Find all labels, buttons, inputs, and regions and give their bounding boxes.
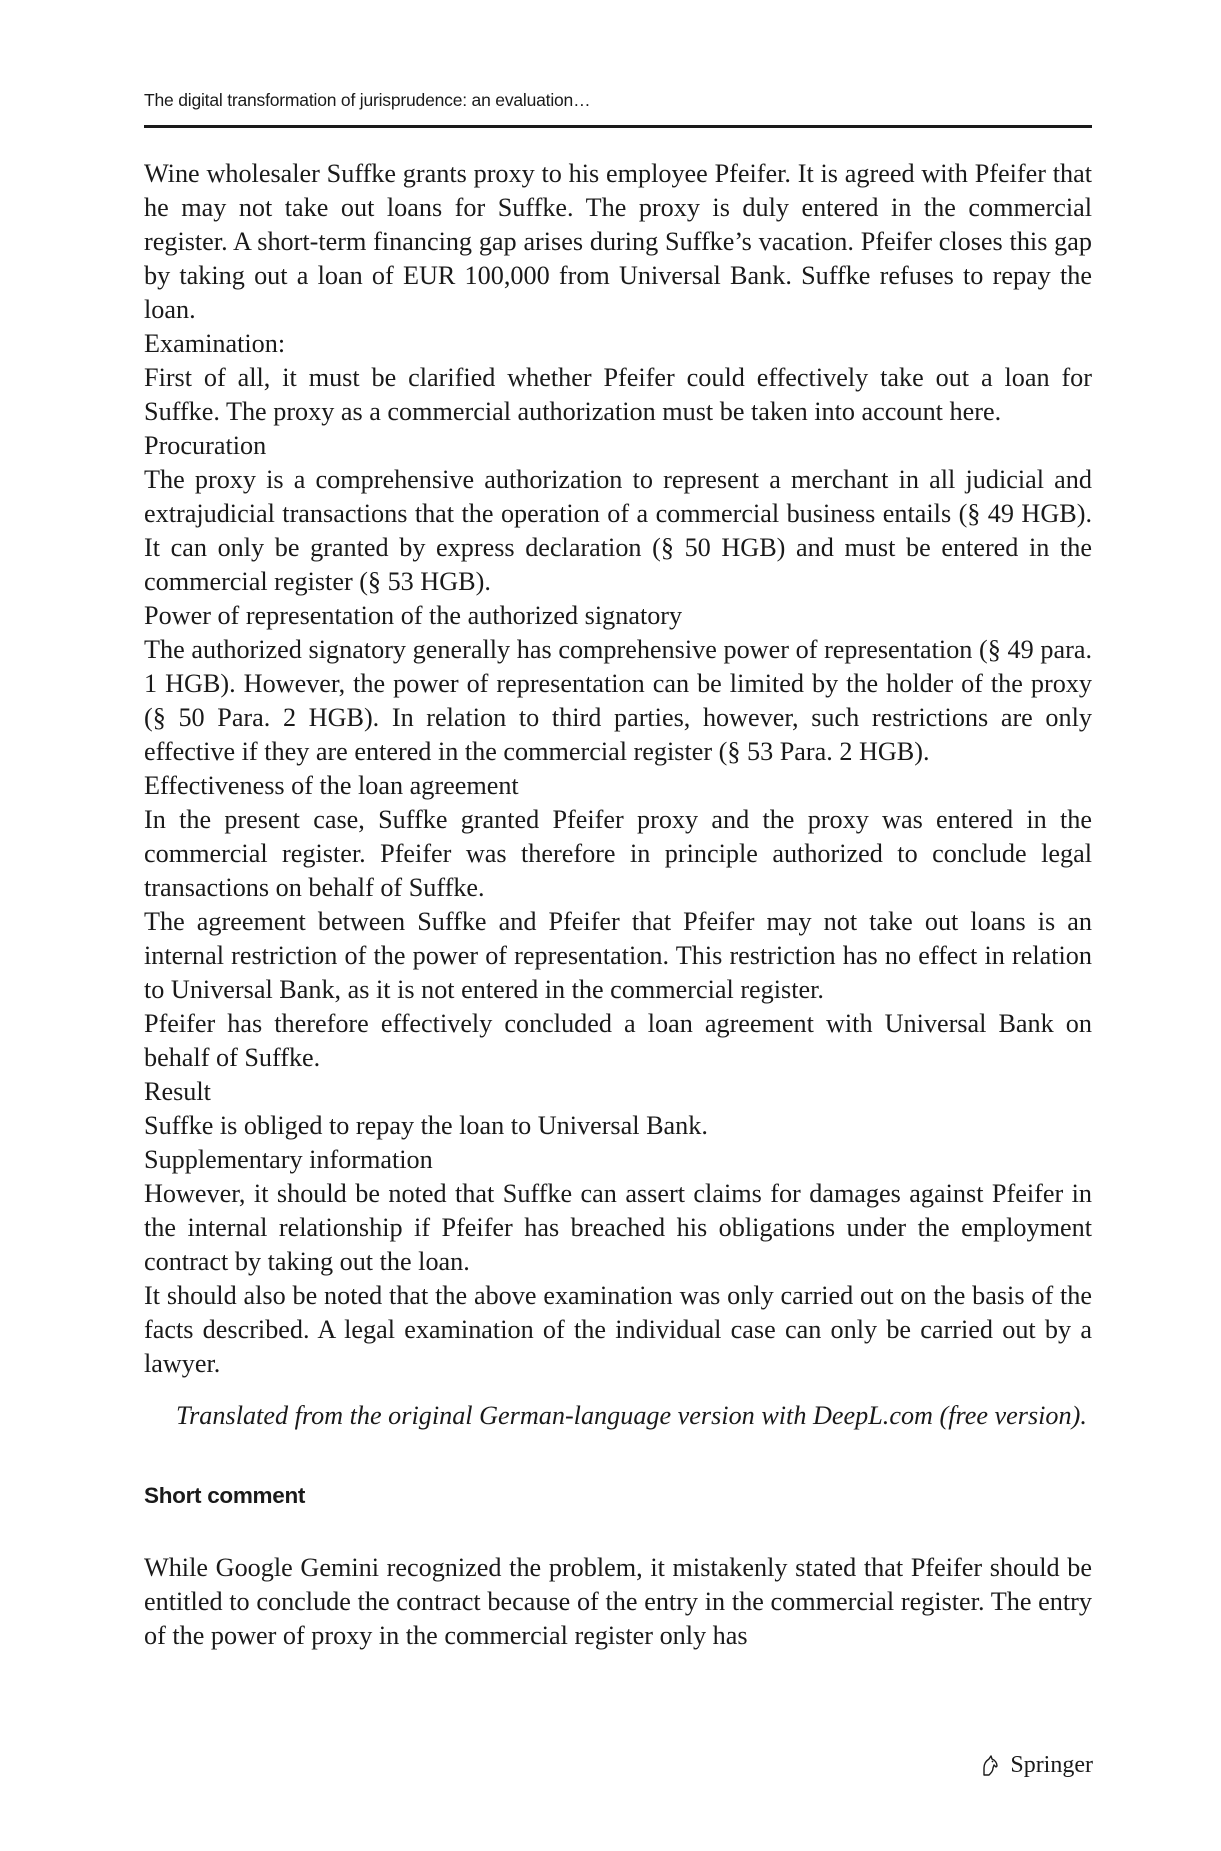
body-text (144, 157, 1092, 1653)
paragraph-supplementary: However, it should be noted that Suffke can assert claims for damages against Pfeifer in the internal relationship if Pfeifer has breached his obligations under the employment contract by taking out the loan. (144, 1179, 1092, 1276)
paragraph-effectiveness-label: Effectiveness of the loan agreement (144, 771, 519, 800)
paragraph-procuration: The proxy is a comprehensive authorization to represent a merchant in all judicial and extrajudicial transactions that the operation of a commercial business entails (§ 49 HGB). It can only be granted by express declaration (§ 50 HGB) and must be entered in the commercial register (§ 53 HGB). (144, 465, 1092, 596)
paragraph-supplementary-label: Supplementary information (144, 1145, 433, 1174)
paragraph-examination-label: Examination: (144, 329, 286, 358)
translation-note: Translated from the original German-language version with DeepL.com (free version). (176, 1401, 1087, 1430)
paragraph-examination: First of all, it must be clarified whether Pfeifer could effectively take out a loan for Suffke. The proxy as a commercial authorization must be taken into account here. (144, 363, 1092, 426)
running-header: The digital transformation of jurisprudence: an evaluation… (144, 90, 591, 110)
section-heading: Short comment (144, 1483, 306, 1508)
paragraph-power: The authorized signatory generally has comprehensive power of representation (§ 49 para. 1 HGB). However, the power of representation can be limited by the holder of the proxy (§ 50 Para. 2 HGB). In relation to third parties, however, such restrictions are only effective if they are entered in the commercial register (§ 53 Para. 2 HGB). (144, 635, 1092, 766)
paragraph-effectiveness: In the present case, Suffke granted Pfeifer proxy and the proxy was entered in the commercial register. Pfeifer was therefore in principle authorized to conclude legal transactions on behalf of Suffke. (144, 805, 1092, 902)
paragraph-agreement: The agreement between Suffke and Pfeifer that Pfeifer may not take out loans is an internal restriction of the power of representation. This restriction has no effect in relation to Universal Bank, as it is not entered in the commercial register. (144, 907, 1092, 1004)
paragraph-conclusion: Pfeifer has therefore effectively concluded a loan agreement with Universal Bank on behalf of Suffke. (144, 1009, 1092, 1072)
paragraph-result: Suffke is obliged to repay the loan to Universal Bank. (144, 1111, 708, 1140)
paragraph-result-label: Result (144, 1077, 211, 1106)
springer-horse-icon (978, 1754, 1002, 1778)
paragraph-power-label: Power of representation of the authorized signatory (144, 601, 683, 630)
comment-paragraph: While Google Gemini recognized the problem, it mistakenly stated that Pfeifer should be entitled to conclude the contract because of the entry in the commercial register. The entry of the power of proxy in the commercial register only has (144, 1553, 1092, 1650)
publisher-logo (978, 1752, 1093, 1779)
header-rule (144, 125, 1092, 128)
paragraph-facts: Wine wholesaler Suffke grants proxy to his employee Pfeifer. It is agreed with Pfeifer that he may not take out loans for Suffke. The proxy is duly entered in the commercial register. A short-term financing gap arises during Suffke’s vacation. Pfeifer closes this gap by taking out a loan of EUR 100,000 from Universal Bank. Suffke refuses to repay the loan. (144, 159, 1092, 324)
paragraph-disclaimer: It should also be noted that the above examination was only carried out on the basis of the facts described. A legal examination of the individual case can only be carried out by a lawyer. (144, 1281, 1092, 1378)
paragraph-procuration-label: Procuration (144, 431, 267, 460)
publisher-name: Springer (1010, 1752, 1093, 1778)
